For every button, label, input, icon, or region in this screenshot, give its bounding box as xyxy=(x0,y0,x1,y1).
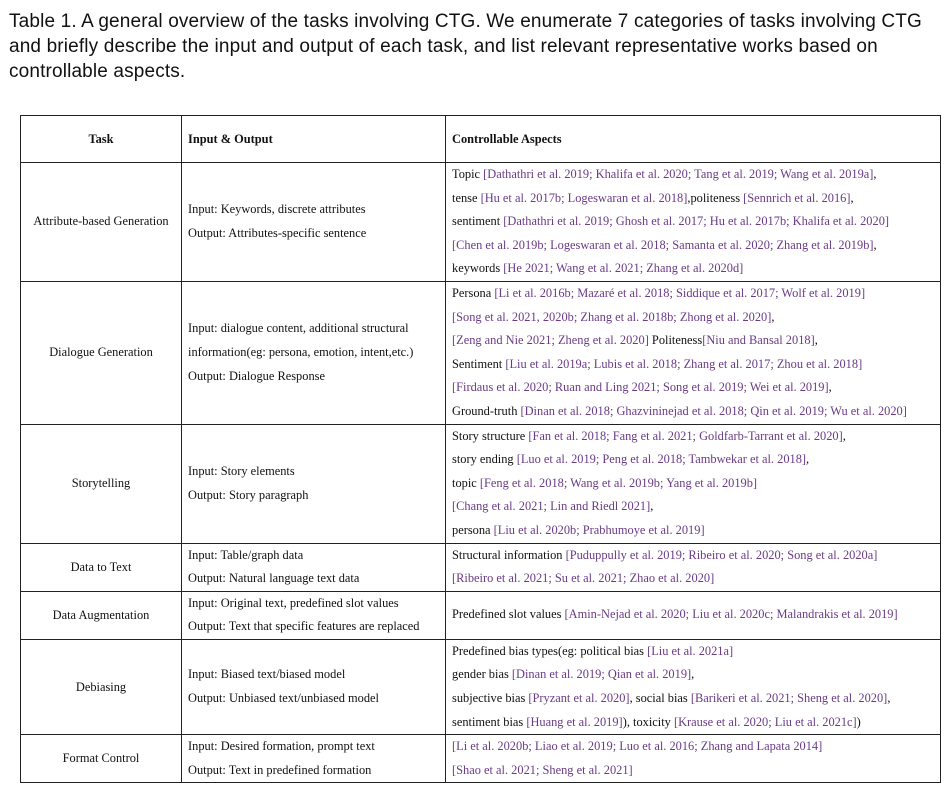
aspect-line xyxy=(452,519,940,543)
aspect-line xyxy=(452,640,940,664)
aspect-text: ) xyxy=(856,714,861,729)
controllable-aspects-cell xyxy=(446,639,941,734)
input-output-line: Input: Table/graph data xyxy=(188,547,304,562)
citation-link[interactable]: [Feng et al. 2018; Wang et al. 2019b; Yang et al. 2019b] xyxy=(479,475,758,490)
aspect-text: , xyxy=(873,167,877,181)
citation-link[interactable]: [Li et al. 2020b; Liao et al. 2019; Luo et al. 2016; Zhang and Lapata 2014] xyxy=(452,739,823,754)
table-header-row xyxy=(21,116,941,163)
input-output-line: Input: Original text, predefined slot values xyxy=(188,595,399,610)
input-output-line: Input: Biased text/biased model xyxy=(188,667,346,682)
citation-link[interactable]: [Dathathri et al. 2019; Khalifa et al. 2020; Tang et al. 2019; Wang et al. 2019a] xyxy=(483,167,874,181)
citation-link[interactable]: [Luo et al. 2019; Peng et al. 2018; Tambwekar et al. 2018] xyxy=(516,452,807,467)
aspect-text: , xyxy=(806,452,810,467)
input-output-line: Output: Story paragraph xyxy=(188,487,309,502)
controllable-aspects-cell xyxy=(446,424,941,543)
citation-link[interactable]: [Fan et al. 2018; Fang et al. 2021; Goldfarb-Tarrant et al. 2020] xyxy=(528,428,843,443)
task-cell: Debiasing xyxy=(21,639,182,734)
input-output-line: Output: Dialogue Response xyxy=(188,368,325,383)
task-cell: Data to Text xyxy=(21,543,182,591)
input-output-cell xyxy=(182,591,446,639)
citation-link[interactable]: [Li et al. 2016b; Mazaré et al. 2018; Siddique et al. 2017; Wolf et al. 2019] xyxy=(494,285,866,300)
aspect-line xyxy=(452,376,940,400)
aspect-text: Structural information xyxy=(452,547,566,562)
table-row xyxy=(21,424,941,543)
aspect-line xyxy=(452,400,940,424)
aspect-line xyxy=(452,425,940,449)
aspect-text: , xyxy=(887,691,891,706)
table-row xyxy=(21,639,941,734)
task-cell: Attribute-based Generation xyxy=(21,163,182,282)
aspect-line xyxy=(452,257,940,281)
task-cell: Dialogue Generation xyxy=(21,281,182,424)
citation-link[interactable]: [Liu et al. 2021a] xyxy=(647,643,734,658)
citation-link[interactable]: [Krause et al. 2020; Liu et al. 2021c] xyxy=(673,714,857,729)
caption-line: controllable aspects. xyxy=(9,61,186,82)
header-input-output: Input & Output xyxy=(182,116,446,163)
aspect-text: , xyxy=(650,499,654,514)
controllable-aspects-cell xyxy=(446,163,941,282)
aspect-text: , xyxy=(873,237,877,252)
aspect-text: story ending xyxy=(452,452,517,467)
aspect-text: , xyxy=(691,667,695,682)
aspect-text: , xyxy=(828,380,832,395)
aspect-line xyxy=(452,187,940,211)
aspect-text: ,politeness xyxy=(687,190,744,205)
aspect-line xyxy=(452,687,940,711)
caption-line: Table 1. A general overview of the tasks involving CTG. We enumerate 7 categories of tasks involving CTG xyxy=(9,11,922,32)
aspect-line xyxy=(452,329,940,353)
table-row xyxy=(21,735,941,783)
citation-link[interactable]: [Barikeri et al. 2021; Sheng et al. 2020] xyxy=(690,691,888,706)
aspect-text: gender bias xyxy=(452,667,512,682)
input-output-line: Input: Desired formation, prompt text xyxy=(188,739,375,754)
controllable-aspects-cell xyxy=(446,281,941,424)
input-output-line: Output: Text that specific features are replaced xyxy=(188,619,420,634)
input-output-cell xyxy=(182,163,446,282)
input-output-line: Output: Unbiased text/unbiased model xyxy=(188,691,379,706)
aspect-text: topic xyxy=(452,475,480,490)
aspect-line xyxy=(452,210,940,234)
citation-link[interactable]: [Sennrich et al. 2016] xyxy=(743,190,851,205)
aspect-text: , social bias xyxy=(629,691,691,706)
input-output-line: Output: Natural language text data xyxy=(188,571,360,586)
aspect-text: Topic xyxy=(452,167,484,181)
table-row xyxy=(21,281,941,424)
input-output-line: Input: Story elements xyxy=(188,463,295,478)
aspect-line xyxy=(452,663,940,687)
task-cell: Data Augmentation xyxy=(21,591,182,639)
table-row xyxy=(21,163,941,282)
citation-link[interactable]: [He 2021; Wang et al. 2021; Zhang et al. 2020d] xyxy=(503,261,744,276)
aspect-line xyxy=(452,306,940,330)
aspect-text: Predefined bias types(eg: political bias xyxy=(452,643,648,658)
citation-link[interactable]: [Huang et al. 2019] xyxy=(526,714,623,729)
citation-link[interactable]: [Song et al. 2021, 2020b; Zhang et al. 2018b; Zhong et al. 2020] xyxy=(452,309,772,324)
citation-link[interactable]: [Chang et al. 2021; Lin and Riedl 2021] xyxy=(452,499,651,514)
input-output-cell xyxy=(182,424,446,543)
header-task: Task xyxy=(21,116,182,163)
citation-link[interactable]: [Dinan et al. 2018; Ghazvininejad et al. 2018; Qin et al. 2019; Wu et al. 2020] xyxy=(520,403,907,418)
input-output-line: Input: Keywords, discrete attributes xyxy=(188,202,366,217)
input-output-line: information(eg: persona, emotion, intent,etc.) xyxy=(188,344,414,359)
aspect-text: Politeness xyxy=(648,333,703,348)
input-output-line: Output: Attributes-specific sentence xyxy=(188,225,367,240)
aspect-line xyxy=(452,353,940,377)
citation-link[interactable]: [Puduppully et al. 2019; Ribeiro et al. 2020; Song et al. 2020a] xyxy=(565,547,878,562)
aspect-text: , xyxy=(842,428,846,443)
aspect-text: Predefined slot values xyxy=(452,607,565,622)
aspect-text: ), toxicity xyxy=(622,714,674,729)
table-row xyxy=(21,591,941,639)
citation-link[interactable]: [Shao et al. 2021; Sheng et al. 2021] xyxy=(452,762,633,777)
input-output-line: Output: Text in predefined formation xyxy=(188,762,372,777)
citation-link[interactable]: [Hu et al. 2017b; Logeswaran et al. 2018] xyxy=(480,190,688,205)
table-row xyxy=(21,543,941,591)
controllable-aspects-cell xyxy=(446,591,941,639)
citation-link[interactable]: [Niu and Bansal 2018] xyxy=(702,333,815,348)
aspect-text: , xyxy=(814,333,818,348)
aspect-text: keywords xyxy=(452,261,504,276)
aspect-line xyxy=(452,603,940,627)
citation-link[interactable]: [Ribeiro et al. 2021; Su et al. 2021; Zhao et al. 2020] xyxy=(452,571,715,586)
citation-link[interactable]: [Firdaus et al. 2020; Ruan and Ling 2021; Song et al. 2019; Wei et al. 2019] xyxy=(452,380,829,395)
aspect-line xyxy=(452,282,940,306)
aspect-line xyxy=(452,567,940,591)
aspect-text: tense xyxy=(452,190,481,205)
input-output-cell xyxy=(182,639,446,734)
aspect-line xyxy=(452,163,940,187)
table-body xyxy=(21,163,941,783)
aspect-line xyxy=(452,234,940,258)
citation-link[interactable]: [Liu et al. 2019a; Lubis et al. 2018; Zhang et al. 2017; Zhou et al. 2018] xyxy=(505,356,863,371)
citation-link[interactable]: [Chen et al. 2019b; Logeswaran et al. 2018; Samanta et al. 2020; Zhang et al. 2019b] xyxy=(452,237,874,252)
aspect-text: Story structure xyxy=(452,428,529,443)
citation-link[interactable]: [Liu et al. 2020b; Prabhumoye et al. 2019] xyxy=(493,522,705,537)
aspect-line xyxy=(452,495,940,519)
task-cell: Format Control xyxy=(21,735,182,783)
aspect-text: subjective bias xyxy=(452,691,529,706)
aspect-line xyxy=(452,472,940,496)
aspect-text: Sentiment xyxy=(452,356,506,371)
controllable-aspects-cell xyxy=(446,543,941,591)
citation-link[interactable]: [Dinan et al. 2019; Qian et al. 2019] xyxy=(511,667,692,682)
caption-line: and briefly describe the input and output of each task, and list relevant representative works based on xyxy=(9,36,878,57)
aspect-text: sentiment bias xyxy=(452,714,527,729)
header-controllable-aspects: Controllable Aspects xyxy=(446,116,941,163)
input-output-line: Input: dialogue content, additional structural xyxy=(188,321,409,336)
input-output-cell xyxy=(182,735,446,783)
aspect-text: sentiment xyxy=(452,214,504,229)
citation-link[interactable]: [Pryzant et al. 2020] xyxy=(528,691,630,706)
aspect-text: persona xyxy=(452,522,494,537)
aspect-line xyxy=(452,544,940,568)
aspect-line xyxy=(452,448,940,472)
aspect-line xyxy=(452,735,940,759)
ctg-tasks-table xyxy=(20,115,941,783)
controllable-aspects-cell xyxy=(446,735,941,783)
citation-link[interactable]: [Amin-Nejad et al. 2020; Liu et al. 2020c; Malandrakis et al. 2019] xyxy=(564,607,898,622)
citation-link[interactable]: [Zeng and Nie 2021; Zheng et al. 2020] xyxy=(452,333,649,348)
aspect-line xyxy=(452,711,940,735)
input-output-cell xyxy=(182,543,446,591)
aspect-line xyxy=(452,759,940,783)
table-caption xyxy=(9,9,950,84)
citation-link[interactable]: [Dathathri et al. 2019; Ghosh et al. 2017; Hu et al. 2017b; Khalifa et al. 2020] xyxy=(503,214,890,229)
aspect-text: , xyxy=(771,309,775,324)
input-output-cell xyxy=(182,281,446,424)
task-cell: Storytelling xyxy=(21,424,182,543)
aspect-text: , xyxy=(850,190,854,205)
aspect-text: Persona xyxy=(452,285,495,300)
aspect-text: Ground-truth xyxy=(452,403,521,418)
